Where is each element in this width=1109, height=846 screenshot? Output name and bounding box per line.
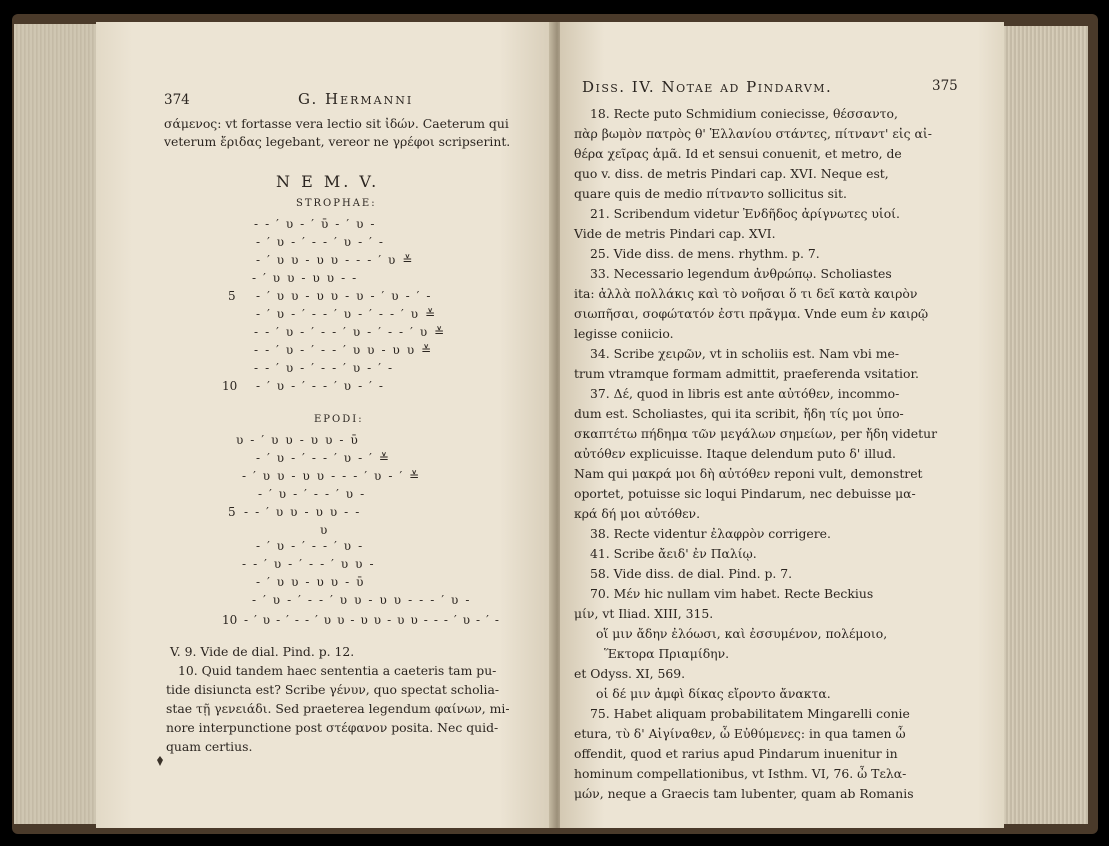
text-line: et Odyss. XI, 569.: [574, 666, 686, 681]
right-running-head: Diss. IV. Notae ad Pindarvm.: [582, 78, 833, 96]
text-line: 37. Δέ, quod in libris est ante αὐτόθεν, incommo-: [590, 386, 900, 401]
text-line: σιωπῆσαι, σοφώτατόν ἐστι πρᾶγμα. Vnde eum ἐν καιρῷ: [574, 306, 929, 321]
text-line: 70. Μέν hic nullam vim habet. Recte Beckius: [590, 586, 874, 601]
strophe-line-number: 10: [222, 379, 238, 393]
strophe-metre-line: - ′ υ - ′ - - ′ υ - ′ -: [256, 235, 385, 249]
left-running-head: G. Hermanni: [298, 90, 414, 108]
text-line: Vide de metris Pindari cap. XVI.: [574, 226, 776, 241]
strophe-metre-line: - ′ υ υ - υ υ - υ - ′ υ - ′ -: [256, 289, 433, 303]
page-edges-left: [14, 24, 104, 824]
text-line: quo v. diss. de metris Pindari cap. XVI. Neque est,: [574, 166, 889, 181]
text-line: quare quis de medio πίτναντο sollicitus sit.: [574, 186, 847, 201]
text-line: αὐτόθεν explicuisse. Itaque delendum puto δ' illud.: [574, 446, 896, 461]
text-line: 58. Vide diss. de dial. Pind. p. 7.: [590, 566, 793, 581]
epode-metre-line: - ′ υ υ - υ υ - - - ′ υ - ′ ≚: [242, 469, 421, 483]
intro-line: veterum ἔριδας legebant, vereor ne γρέφοι scripserint.: [164, 134, 511, 149]
epode-metre-line: - - ′ υ - ′ - - ′ υ υ -: [242, 557, 376, 571]
note-line: V. 9. Vide de dial. Pind. p. 12.: [170, 644, 355, 659]
epode-metre-line: - ′ υ - ′ - - ′ υ -: [256, 539, 364, 553]
epode-metre-line: - ′ υ - ′ - - ′ υ υ - υ υ - υ υ - - - ′ υ - ′ -: [244, 613, 501, 627]
note-line: quam certius.: [166, 739, 253, 754]
page-edges-right: [1000, 26, 1088, 824]
text-line: trum vtramque formam admittit, praeferenda vsitatior.: [574, 366, 919, 381]
strophe-line-number: 5: [228, 289, 236, 303]
ink-blot-icon: [156, 756, 164, 766]
text-line: hominum compellationibus, vt Isthm. VI, 76. ὦ Τελα-: [574, 766, 907, 781]
text-line: μίν, vt Iliad. XIII, 315.: [574, 606, 714, 621]
strophe-metre-line: - - ′ υ - ′ ῡ - ′ υ -: [254, 217, 377, 231]
epode-metre-line: - - ′ υ υ - υ υ - -: [244, 505, 361, 519]
text-line: 33. Necessario legendum ἀνθρώπῳ. Scholiastes: [590, 266, 892, 281]
strophe-metre-line: - ′ υ - ′ - - ′ υ - ′ -: [256, 379, 385, 393]
epode-metre-line: υ - ′ υ υ - υ υ - ῡ: [236, 433, 360, 447]
text-line: 38. Recte videntur ἐλαφρὸν corrigere.: [590, 526, 831, 541]
ode-heading: N E M. V.: [276, 172, 380, 191]
epode-metre-line: υ: [320, 523, 329, 537]
note-line: tide disiuncta est? Scribe γένυν, quo spectat scholia-: [166, 682, 500, 697]
epode-metre-line: - ′ υ - ′ - - ′ υ - ′ ≚: [256, 451, 391, 465]
epode-line-number: 10: [222, 613, 238, 627]
text-line: θέρα χεῖρας ἁμᾶ. Id et sensui conuenit, et metro, de: [574, 146, 902, 161]
text-line: 75. Habet aliquam probabilitatem Mingarelli conie: [590, 706, 910, 721]
quote-line: οἱ δέ μιν ἀμφὶ δίκας εἴροντο ἄνακτα.: [596, 686, 831, 701]
text-line: 18. Recte puto Schmidium coniecisse, θέσσαντο,: [590, 106, 898, 121]
text-line: legisse coniicio.: [574, 326, 674, 341]
quote-line: οἵ μιν ἄδην ἐλόωσι, καὶ ἐσσυμένον, πολέμοιο,: [596, 626, 888, 641]
strophe-metre-line: - - ′ υ - ′ - - ′ υ υ - υ υ ≚: [254, 343, 433, 357]
quote-line: Ἕκτορα Πριαμίδην.: [604, 646, 730, 661]
strophe-metre-line: - ′ υ - ′ - - ′ υ - ′ - - ′ υ ≚: [256, 307, 437, 321]
text-line: 41. Scribe ἄειδ' ἐν Παλίῳ.: [590, 546, 757, 561]
note-line: 10. Quid tandem haec sententia a caeteris tam pu-: [178, 663, 497, 678]
strophe-metre-line: - - ′ υ - ′ - - ′ υ - ′ - - ′ υ ≚: [254, 325, 446, 339]
epode-label: EPODI:: [314, 414, 364, 425]
text-line: offendit, quod et rarius apud Pindarum inuenitur in: [574, 746, 898, 761]
text-line: 34. Scribe χειρῶν, vt in scholiis est. Nam vbi me-: [590, 346, 900, 361]
text-line: 25. Vide diss. de mens. rhythm. p. 7.: [590, 246, 820, 261]
epode-metre-line: - ′ υ - ′ - - ′ υ υ - υ υ - - - ′ υ -: [252, 593, 472, 607]
strophe-metre-line: - ′ υ υ - υ υ - - - ′ υ ≚: [256, 253, 415, 267]
text-line: σκαπτέτω πήδημα τῶν μεγάλων σημείων, per ἤδη videtur: [574, 426, 938, 441]
text-line: dum est. Scholiastes, qui ita scribit, ἤδη τίς μοι ὑπο-: [574, 406, 904, 421]
note-line: stae τῇ γενειάδι. Sed praeterea legendum φαίνων, mi-: [166, 701, 510, 716]
intro-line: σάμενος: vt fortasse vera lectio sit ἰδών. Caeterum qui: [164, 116, 509, 131]
right-page-number: 375: [932, 78, 958, 94]
strophe-label: STROPHAE:: [296, 198, 377, 209]
text-line: πὰρ βωμὸν πατρὸς θ' Ἑλλανίου στάντες, πίτναντ' εἰς αἰ-: [574, 126, 932, 141]
epode-metre-line: - ′ υ - ′ - - ′ υ -: [258, 487, 366, 501]
text-line: 21. Scribendum videtur Ἐνδῆδος ἀρίγνωτες υἱοί.: [590, 206, 900, 221]
text-line: κρά δή μοι αὐτόθεν.: [574, 506, 701, 521]
right-page: [560, 22, 1004, 828]
note-line: nore interpunctione post στέφανον posita. Nec quid-: [166, 720, 499, 735]
epode-line-number: 5: [228, 505, 236, 519]
left-page: [96, 22, 554, 828]
text-line: oportet, potuisse sic loqui Pindarum, nec debuisse μα-: [574, 486, 916, 501]
text-line: ita: ἀλλὰ πολλάκις καὶ τὸ νοῆσαι ὅ τι δεῖ κατὰ καιρὸν: [574, 286, 918, 301]
text-line: Nam qui μακρά μοι δὴ αὐτόθεν reponi vult, demonstret: [574, 466, 923, 481]
epode-metre-line: - ′ υ υ - υ υ - ῡ: [256, 575, 366, 589]
left-page-number: 374: [164, 92, 190, 108]
strophe-metre-line: - ′ υ υ - υ υ - -: [252, 271, 358, 285]
strophe-metre-line: - - ′ υ - ′ - - ′ υ - ′ -: [254, 361, 394, 375]
text-line: etura, τὺ δ' Αἰγίναθεν, ὦ Εὐθύμενες: in qua tamen ὦ: [574, 726, 906, 741]
text-line: μών, neque a Graecis tam lubenter, quam ab Romanis: [574, 786, 914, 801]
